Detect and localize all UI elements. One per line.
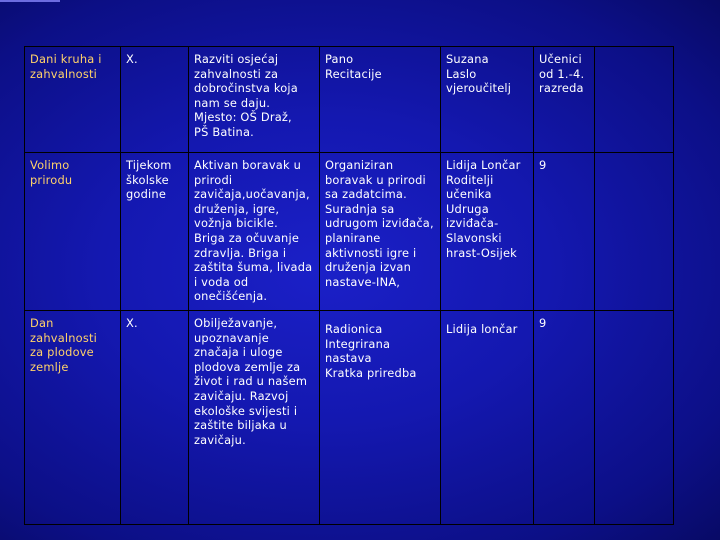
cell-text-line: Recitacije (325, 66, 382, 81)
cell-notes (595, 47, 674, 153)
cell-text-line: godine (126, 187, 167, 202)
cell-text-line: Volimo (30, 158, 70, 172)
cell-text-line: Kratka priredba (325, 365, 417, 380)
cell-text-line: Organiziran (325, 158, 394, 172)
cell-text-line: Aktivan boravak u (194, 158, 302, 172)
cell-text-line: X. (126, 52, 138, 66)
cell-text-line: udrugom izviđača, (325, 216, 434, 231)
cell-text-line: druženja izvan (325, 260, 411, 275)
cell-text-line: Dan (30, 316, 54, 330)
cell-text-line: zahvalnosti (30, 66, 98, 81)
cell-text-line: druženja, igre, (194, 201, 280, 216)
cell-text-line: Pano (325, 52, 354, 66)
table-row (25, 153, 674, 311)
cell-text-line: Dani kruha i (30, 52, 102, 66)
cell-text-line: Udruga (446, 201, 489, 216)
cell-text-line: Roditelji (446, 172, 494, 187)
activities-table (24, 46, 674, 525)
cell-text-line: onečišćenja. (194, 289, 268, 304)
cell-text-line: Suradnja sa (325, 201, 395, 216)
cell-text-line: zaštite biljaka u (194, 418, 287, 433)
cell-responsible (441, 311, 534, 525)
cell-text-line: zavičaja,uočavanja, (194, 187, 310, 202)
cell-text-line: sa zadatcima. (325, 187, 407, 202)
cell-text-line: nastava (325, 351, 372, 366)
cell-activity-name (25, 47, 121, 153)
cell-text-line: školske (126, 172, 169, 187)
cell-text-line: Radionica (325, 322, 383, 336)
cell-text-line: Tijekom (126, 158, 172, 172)
cell-text-line: Obilježavanje, (194, 316, 278, 330)
cell-text-line: PŠ Batina. (194, 124, 254, 139)
cell-methods (320, 311, 441, 525)
cell-text-line: od 1.-4. (539, 66, 585, 81)
cell-text-line: razreda (539, 81, 584, 96)
cell-text-line: učenika (446, 187, 492, 202)
cell-text-line: zdravlja. Briga i (194, 245, 287, 260)
cell-text-line: Lidija lončar (446, 322, 518, 336)
cell-text-line: upoznavanje (194, 330, 269, 345)
cell-text-line: vjeroučitelj (446, 81, 512, 96)
cell-goals (189, 47, 320, 153)
cell-text-line: zavičaju. (194, 432, 246, 447)
cell-text-line: Učenici (539, 52, 582, 66)
cell-text-line: Mjesto: OŠ Draž, (194, 110, 292, 125)
cell-text-line: nastave-INA, (325, 274, 401, 289)
cell-text-line: vožnja bicikle. (194, 216, 278, 231)
table-row (25, 47, 674, 153)
cell-responsible (441, 47, 534, 153)
cell-text-line: hrast-Osijek (446, 245, 517, 260)
cell-notes (595, 153, 674, 311)
cell-participants (534, 311, 595, 525)
cell-time (121, 311, 189, 525)
cell-text-line: Suzana (446, 52, 489, 66)
table-row (25, 311, 674, 525)
corner-rule (0, 0, 60, 2)
cell-text-line: Briga za očuvanje (194, 230, 300, 245)
cell-text-line: Integrirana (325, 336, 391, 351)
cell-participants (534, 153, 595, 311)
cell-text-line: Razviti osjećaj (194, 52, 279, 66)
cell-text-line: X. (126, 316, 138, 330)
cell-activity-name (25, 311, 121, 525)
cell-text-line: ekološke svijesti i (194, 403, 298, 418)
cell-text-line: zemlje (30, 359, 69, 374)
cell-time (121, 153, 189, 311)
cell-goals (189, 311, 320, 525)
cell-text-line: zavičaju. Razvoj (194, 388, 289, 403)
cell-activity-name (25, 153, 121, 311)
cell-participants (534, 47, 595, 153)
cell-text-line: zaštita šuma, livada (194, 260, 313, 275)
cell-text-line: zahvalnosti (30, 330, 98, 345)
cell-goals (189, 153, 320, 311)
cell-text-line: prirodi (194, 172, 233, 187)
cell-time (121, 47, 189, 153)
cell-responsible (441, 153, 534, 311)
cell-text-line: i voda od (194, 274, 249, 289)
cell-text-line: plodova zemlje za (194, 359, 301, 374)
cell-methods (320, 153, 441, 311)
cell-text-line: zahvalnosti za (194, 66, 279, 81)
cell-text-line: Slavonski (446, 230, 502, 245)
cell-text-line: život i rad u našem (194, 374, 308, 389)
cell-text-line: izviđača- (446, 216, 499, 231)
cell-text-line: planirane (325, 230, 381, 245)
cell-text-line: 9 (539, 158, 547, 172)
cell-methods (320, 47, 441, 153)
cell-text-line: nam se daju. (194, 95, 271, 110)
cell-text-line: aktivnosti igre i (325, 245, 417, 260)
cell-text-line: Lidija Lončar (446, 158, 521, 172)
cell-text-line: prirodu (30, 172, 73, 187)
cell-notes (595, 311, 674, 525)
cell-text-line: boravak u prirodi (325, 172, 426, 187)
cell-text-line: značaja i uloge (194, 345, 283, 360)
cell-text-line: za plodove (30, 345, 94, 360)
cell-text-line: 9 (539, 316, 547, 330)
cell-text-line: dobročinstva koja (194, 81, 298, 96)
cell-text-line: Laslo (446, 66, 477, 81)
